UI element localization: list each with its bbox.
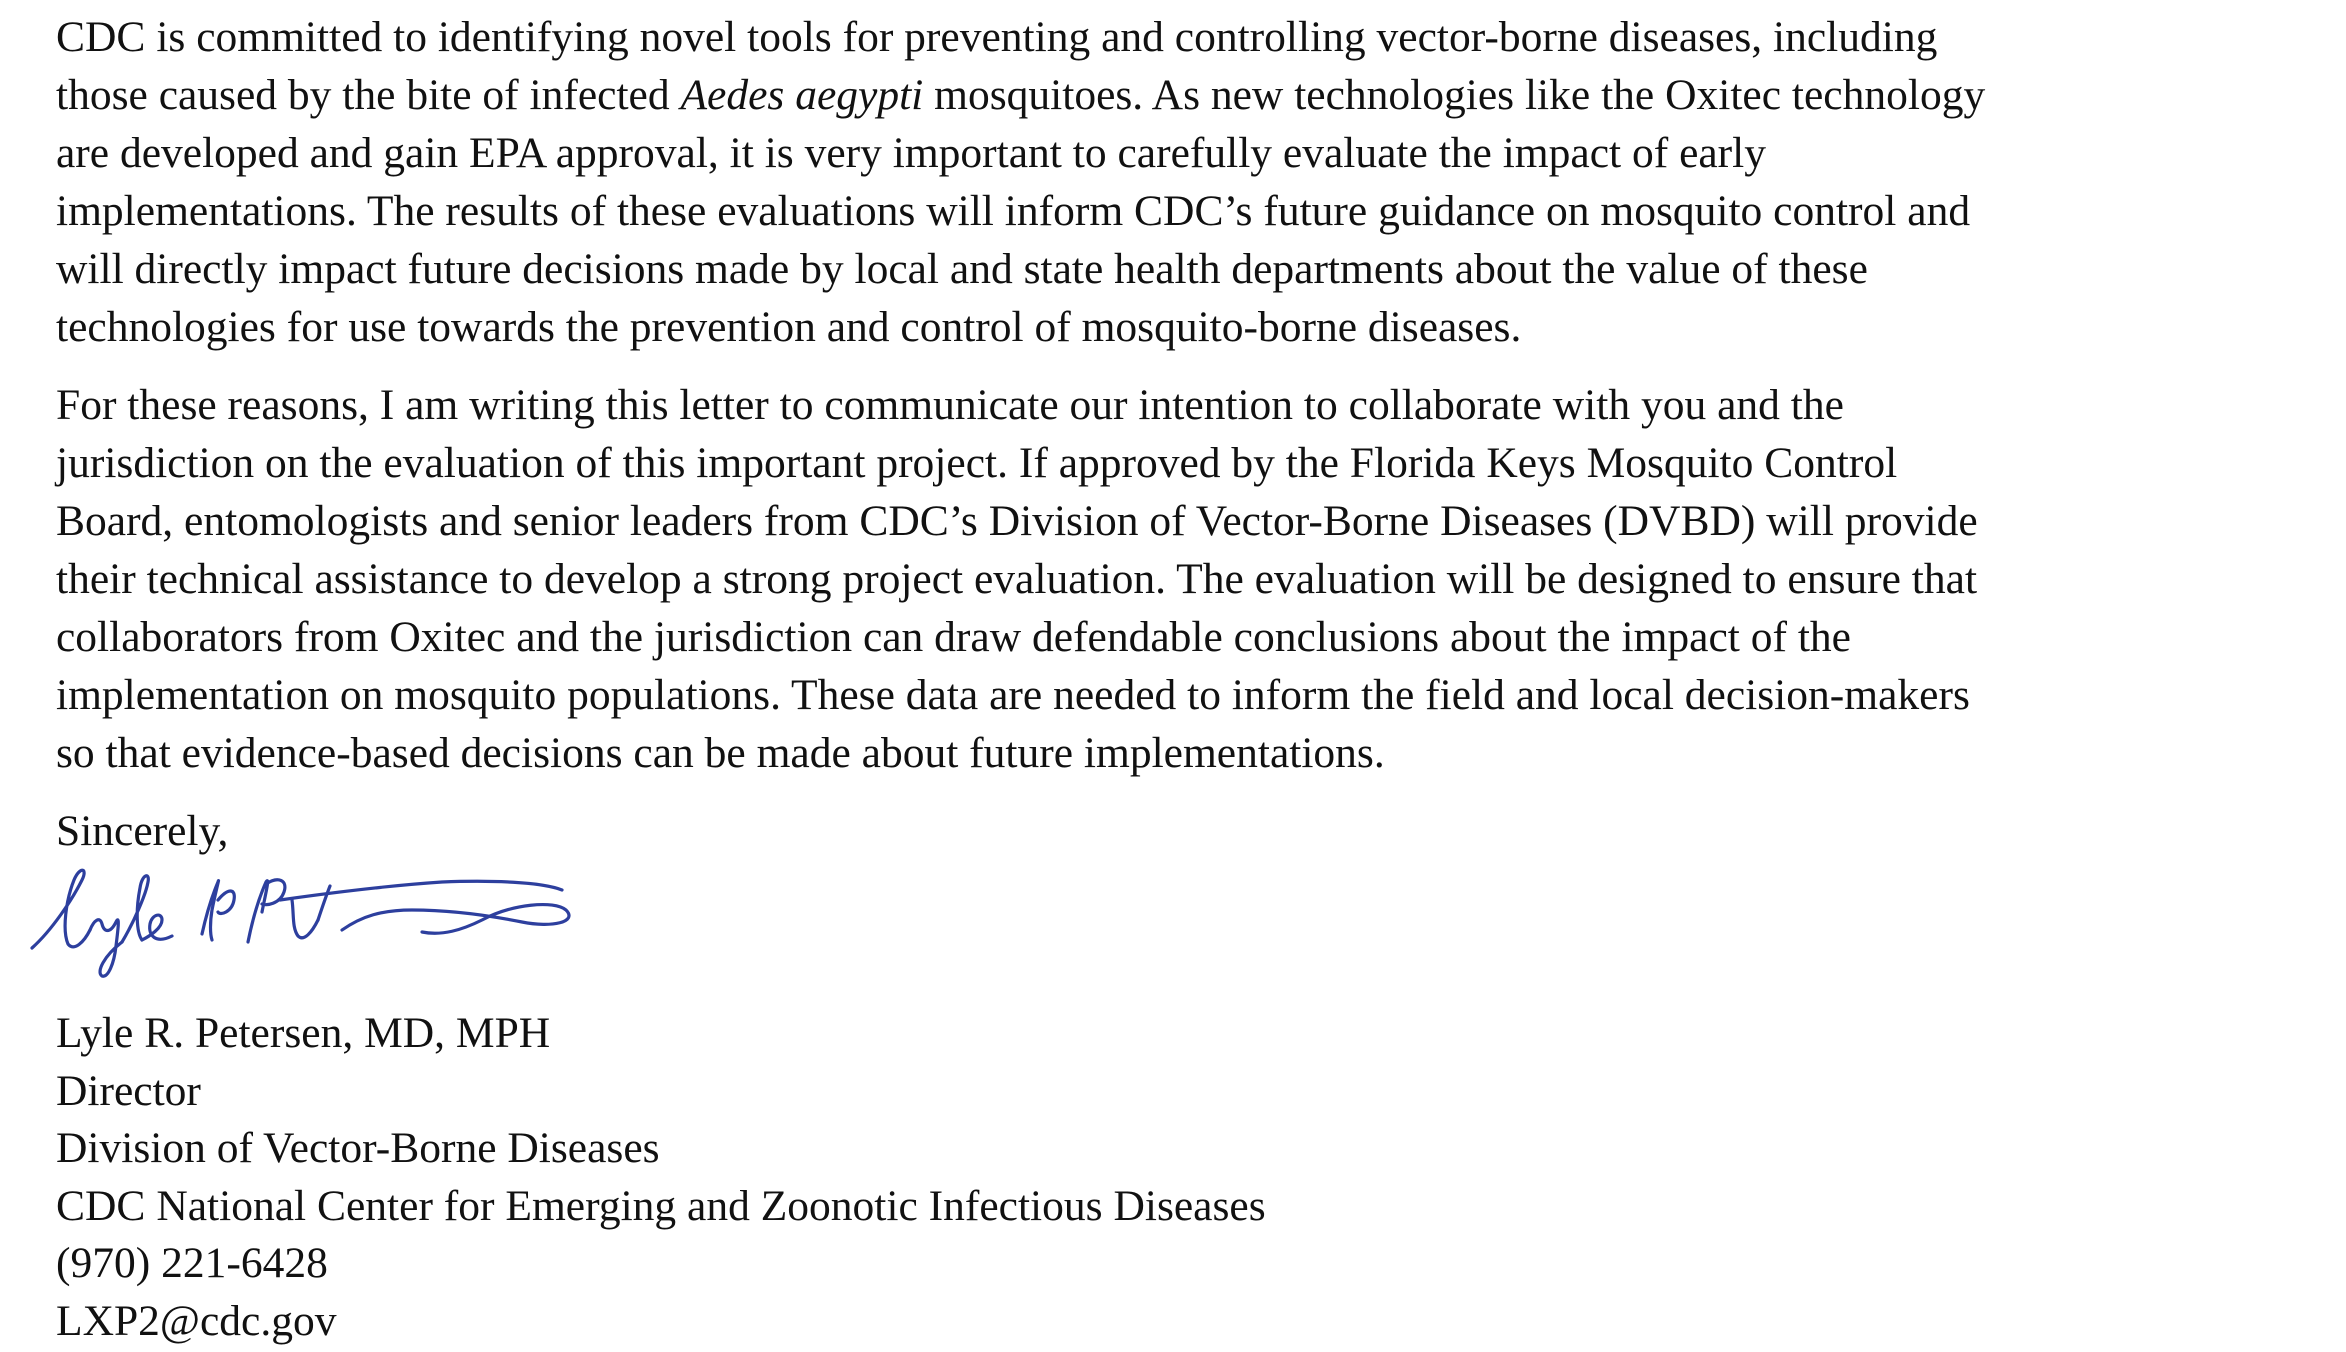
paragraph-2 — [56, 376, 2306, 782]
signature-block — [56, 1005, 1266, 1350]
signer-phone: (970) 221-6428 — [56, 1239, 328, 1287]
letter-body — [56, 8, 2306, 860]
paragraph-1-line: implementations. The results of these evaluations will inform CDC’s future guidance on mosquito control and — [56, 187, 1971, 235]
signer-center: CDC National Center for Emerging and Zoonotic Infectious Diseases — [56, 1181, 1266, 1230]
paragraph-2-line: jurisdiction on the evaluation of this important project. If approved by the Florida Keys Mosquito Control — [56, 439, 1898, 487]
paragraph-1-line: technologies for use towards the prevention and control of mosquito-borne diseases. — [56, 303, 1522, 351]
signer-division: Division of Vector-Borne Diseases — [56, 1124, 660, 1172]
signer-email: LXP2@cdc.gov — [56, 1296, 337, 1345]
paragraph-1-line: those caused by the bite of infected Aedes aegypti mosquitoes. As new technologies like the Oxitec technology — [56, 71, 1986, 119]
closing-salutation: Sincerely, — [56, 807, 229, 855]
paragraph-1-line: will directly impact future decisions made by local and state health departments about the value of these — [56, 245, 1868, 293]
paragraph-1-line: CDC is committed to identifying novel tools for preventing and controlling vector-borne diseases, including — [56, 13, 1938, 61]
paragraph-2-line: so that evidence-based decisions can be made about future implementations. — [56, 729, 1385, 777]
handwritten-signature — [22, 860, 602, 990]
paragraph-1-line: are developed and gain EPA approval, it is very important to carefully evaluate the impact of early — [56, 129, 1767, 177]
paragraph-2-line: Board, entomologists and senior leaders from CDC’s Division of Vector-Borne Diseases (DVBD) will provide — [56, 497, 1978, 545]
paragraph-2-line: their technical assistance to develop a strong project evaluation. The evaluation will be designed to ensure that — [56, 555, 1978, 603]
paragraph-2-line: implementation on mosquito populations. These data are needed to inform the field and local decision-makers — [56, 671, 1970, 719]
signer-title: Director — [56, 1066, 201, 1115]
paragraph-1 — [56, 8, 2306, 356]
species-name: Aedes aegypti — [680, 71, 924, 119]
signer-name: Lyle R. Petersen, MD, MPH — [56, 1009, 551, 1057]
paragraph-2-line: collaborators from Oxitec and the jurisdiction can draw defendable conclusions about the impact of the — [56, 613, 1851, 661]
paragraph-2-line: For these reasons, I am writing this letter to communicate our intention to collaborate with you and the — [56, 381, 1844, 429]
